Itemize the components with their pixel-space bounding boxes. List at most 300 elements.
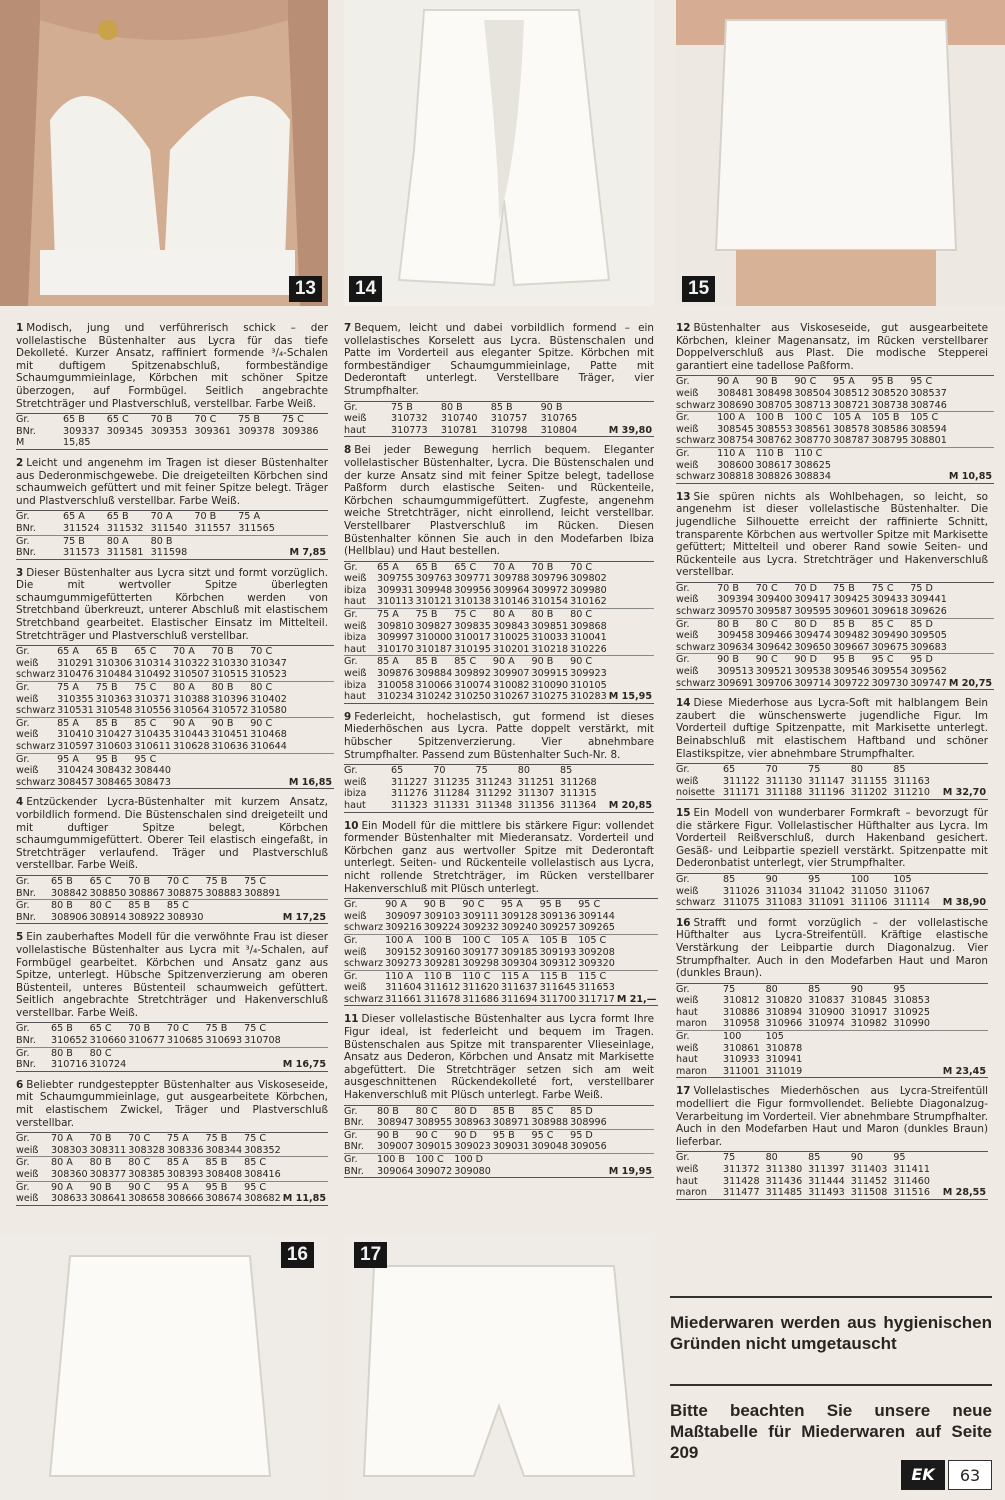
size-cell: 80 D — [454, 1105, 477, 1117]
size-cell: 310531 — [57, 705, 94, 717]
size-cell — [808, 1054, 851, 1066]
size-cell — [282, 437, 326, 449]
size-cell: 308721 — [832, 399, 870, 411]
size-cell: 308883 — [205, 887, 243, 899]
size-cell — [893, 1043, 936, 1055]
size-cell: 308746 — [910, 399, 947, 411]
size-cell: 309956 — [454, 584, 491, 596]
size-cell: 80 — [765, 983, 778, 995]
size-cell: 311171 — [723, 787, 760, 799]
size-cell: 308504 — [794, 387, 831, 399]
size-cell: 308850 — [89, 887, 127, 899]
size-cell: 80 C — [756, 618, 795, 630]
size-cell: Gr. — [16, 1157, 51, 1169]
size-cell: 309185 — [500, 946, 538, 958]
size-cell: BNr. — [16, 522, 36, 534]
size-cell: 75 B — [238, 414, 260, 426]
size-row — [16, 741, 334, 753]
size-cell: 311661 — [385, 993, 422, 1005]
size-cell: 311106 — [850, 897, 888, 909]
size-cell: 85 A — [167, 1157, 206, 1169]
size-row — [676, 1176, 988, 1188]
size-cell — [949, 654, 994, 666]
size-cell: 105 — [766, 1031, 809, 1043]
size-cell: 70 B — [194, 511, 217, 523]
size-row — [16, 1193, 328, 1205]
size-cell: Gr. — [344, 1129, 377, 1141]
size-cell: 309361 — [194, 425, 231, 437]
size-cell: 311694 — [500, 993, 538, 1005]
size-cell: 310066 — [415, 679, 453, 691]
size-cell: 309601 — [832, 606, 870, 618]
size-cell: 310732 — [391, 413, 428, 425]
size-cell: BNr. — [344, 1165, 364, 1177]
size-cell: 311001 — [723, 1065, 760, 1077]
size-cell: 100 C — [462, 934, 501, 946]
size-cell — [284, 535, 328, 547]
size-cell: 311243 — [475, 776, 513, 788]
size-cell: 310773 — [391, 424, 428, 436]
size-cell: 311397 — [808, 1164, 845, 1175]
size-cell: 310628 — [172, 741, 210, 752]
size-cell: 310917 — [850, 1006, 888, 1018]
size-cell — [833, 447, 872, 459]
size-row — [676, 606, 994, 618]
size-cell: 85 C — [531, 1105, 554, 1117]
size-cell: 90 — [850, 983, 863, 995]
size-cell — [617, 947, 658, 959]
size-cell: 75 A — [57, 682, 96, 694]
size-cell: 311114 — [893, 897, 930, 909]
size-row — [16, 547, 328, 559]
size-cell: 311019 — [765, 1065, 803, 1077]
size-cell: schwarz — [16, 669, 56, 681]
size-cell: 75 D — [910, 582, 933, 594]
size-cell: 70 C — [128, 1133, 151, 1145]
size-cell — [872, 460, 911, 472]
size-cell: BNr. — [344, 1141, 364, 1153]
size-cell: 310468 — [250, 729, 287, 741]
size-cell: weiß — [344, 982, 367, 994]
item-price: M 10,85 — [948, 471, 993, 483]
item-number: 8 — [344, 444, 352, 457]
size-cell: 311356 — [517, 799, 555, 811]
size-cell: 308818 — [717, 471, 754, 483]
size-row — [16, 912, 328, 924]
size-cell: 308481 — [717, 387, 754, 399]
size-cell: schwarz — [344, 922, 384, 934]
size-cell: weiß — [16, 729, 39, 741]
size-cell: 311612 — [423, 982, 461, 994]
size-cell: 309103 — [423, 910, 461, 922]
size-cell: Gr. — [676, 764, 690, 776]
item-description — [16, 457, 328, 507]
size-row — [344, 1105, 654, 1117]
size-cell: 70 A — [150, 511, 173, 523]
size-cell: 75 C — [281, 414, 304, 426]
size-cell: 75 B — [391, 401, 413, 413]
size-cell: 309980 — [570, 584, 607, 596]
size-table — [16, 875, 328, 924]
size-cell: 310138 — [454, 596, 491, 608]
size-cell: schwarz — [344, 993, 384, 1005]
item-description — [344, 1013, 654, 1101]
size-cell: weiß — [676, 666, 699, 678]
size-cell: 309193 — [539, 946, 577, 958]
size-cell: 309378 — [238, 425, 275, 437]
size-cell: 309224 — [423, 922, 461, 934]
size-cell: 80 B — [90, 1157, 129, 1169]
size-cell: haut — [676, 1006, 698, 1018]
size-cell: 90 B — [755, 376, 778, 388]
size-cell: 80 C — [90, 900, 129, 912]
size-cell: 90 B — [532, 656, 571, 668]
size-cell: 309730 — [871, 677, 909, 689]
size-cell — [609, 1129, 654, 1141]
item-price: M 32,70 — [942, 787, 986, 799]
size-cell: 85 C — [244, 1157, 283, 1169]
size-cell: 310113 — [377, 596, 414, 608]
size-row — [676, 666, 994, 678]
size-cell: 310074 — [454, 679, 491, 691]
size-cell: 309868 — [570, 620, 607, 632]
size-cell: 311700 — [539, 993, 577, 1005]
size-cell: 310105 — [570, 679, 607, 691]
size-cell — [244, 912, 283, 924]
item-description — [16, 796, 328, 872]
size-cell: 308553 — [755, 423, 793, 435]
size-cell — [289, 694, 334, 706]
size-cell — [893, 1031, 936, 1043]
size-cell — [609, 644, 654, 656]
size-cell: 308416 — [244, 1169, 281, 1180]
size-row — [676, 376, 994, 388]
size-cell: Gr. — [16, 535, 63, 547]
size-cell: 85 B — [416, 656, 455, 668]
size-cell: 95 B — [871, 376, 894, 388]
size-cell: 308891 — [244, 887, 281, 899]
size-cell — [609, 1105, 654, 1117]
size-cell: 310314 — [134, 657, 171, 669]
catalog-item — [676, 697, 988, 800]
size-cell — [617, 899, 658, 911]
size-cell: 65 B — [95, 646, 118, 658]
size-cell: 309298 — [462, 958, 499, 970]
size-cell: 308432 — [95, 765, 133, 777]
size-cell: 311604 — [385, 982, 422, 994]
size-cell: 105 B — [540, 934, 579, 946]
size-cell: 65 A — [377, 561, 399, 573]
size-cell — [289, 717, 334, 729]
size-cell: Gr. — [676, 447, 717, 459]
size-cell: 75 B — [96, 682, 135, 694]
item-price — [326, 437, 328, 449]
size-cell: 309056 — [570, 1141, 607, 1153]
size-cell: schwarz — [676, 471, 716, 483]
size-cell: 310974 — [808, 1018, 845, 1030]
size-cell: 90 — [850, 1152, 863, 1164]
size-cell: 90 C — [756, 654, 795, 666]
catalog-item — [16, 796, 328, 924]
size-cell: 85 B — [490, 401, 513, 413]
size-cell: Gr. — [676, 412, 717, 424]
size-cell — [938, 1176, 988, 1188]
size-cell: 75 B — [63, 535, 107, 547]
size-cell — [596, 401, 654, 413]
size-cell — [609, 1117, 654, 1129]
size-row — [16, 765, 334, 777]
size-cell: 311323 — [391, 799, 428, 811]
size-row — [676, 400, 994, 412]
size-cell: 309788 — [492, 573, 530, 585]
photo-number-17: 17 — [354, 1242, 387, 1268]
size-cell: 309675 — [871, 641, 909, 653]
size-row — [16, 1059, 328, 1071]
size-cell — [910, 460, 949, 472]
size-cell — [206, 912, 245, 924]
size-row — [344, 994, 658, 1006]
size-cell: 310652 — [51, 1035, 88, 1047]
size-cell: 80 C — [128, 1157, 167, 1169]
size-cell: 310886 — [723, 1006, 760, 1018]
size-cell — [570, 1166, 609, 1178]
size-cell — [609, 680, 654, 692]
size-cell: 310371 — [134, 693, 171, 705]
size-cell: 311348 — [475, 799, 513, 811]
size-cell: 65 C — [134, 646, 157, 658]
size-cell: 309177 — [462, 946, 499, 958]
size-cell — [938, 764, 988, 776]
item-number: 14 — [676, 697, 691, 710]
size-row — [16, 1169, 328, 1181]
size-cell — [238, 437, 282, 449]
size-cell: 309072 — [415, 1165, 453, 1177]
size-cell: 95 D — [910, 654, 949, 666]
size-table — [676, 1151, 988, 1199]
size-cell: 80 B — [51, 900, 90, 912]
size-cell: 311573 — [63, 547, 100, 559]
size-row — [16, 1145, 328, 1157]
size-cell: 310556 — [134, 705, 171, 717]
size-cell: 310058 — [377, 679, 414, 691]
size-cell — [206, 1047, 245, 1059]
item-text: Bequem, leicht und dabei vorbildlich formend – ein vollelastisches Korselett aus Lycra. Büstenschalen und Patte im Vorderteil aus eleganter Spitze. Körbchen mit formbeständiger Schaumgummieinlage, Patte mit Dederontaft unterlegt. Verstellbare Träger, vier Strumpfhalter. — [344, 322, 654, 397]
size-cell: Gr. — [344, 934, 385, 946]
size-cell — [949, 642, 994, 654]
item-description — [344, 444, 654, 557]
size-cell: haut — [344, 691, 366, 703]
size-cell — [283, 1035, 328, 1047]
size-cell: Gr. — [16, 646, 30, 658]
size-row — [344, 632, 654, 644]
size-cell: 310443 — [172, 729, 210, 741]
size-cell: 310933 — [723, 1054, 760, 1066]
page-number: 63 — [948, 1460, 992, 1490]
size-cell: weiß — [676, 775, 699, 787]
size-cell: 70 B — [211, 646, 234, 658]
size-cell: 308955 — [415, 1117, 453, 1129]
size-cell — [151, 437, 195, 449]
size-cell: 311372 — [723, 1164, 760, 1175]
size-cell: 65 A — [57, 646, 79, 658]
size-cell: 90 B — [423, 899, 446, 911]
size-cell: 309458 — [717, 630, 754, 642]
size-cell: weiß — [676, 630, 699, 642]
photo-number-14: 14 — [349, 276, 382, 302]
size-cell: Gr. — [16, 717, 57, 729]
size-cell: 309810 — [377, 620, 414, 632]
size-cell: 309587 — [755, 606, 793, 618]
size-cell: 105 A — [501, 934, 540, 946]
size-cell: 311581 — [106, 547, 144, 559]
item-text: Leicht und angenehm im Tragen ist dieser Büstenhalter aus Dederonmischgewebe. Die dreigeteilten Körbchen sind schaumweich gefüttert und mit feiner Spitze belegt. Träger und Plastverschluß verstellbar. Farbe Weiß. — [16, 456, 328, 507]
size-cell: 308586 — [871, 423, 909, 435]
size-cell: 95 B — [539, 899, 562, 911]
size-cell: 309876 — [377, 668, 414, 680]
size-cell: 310611 — [134, 741, 171, 752]
size-cell: 115 C — [578, 970, 617, 982]
item-price: M 28,55 — [942, 1187, 986, 1199]
size-cell: 310291 — [57, 657, 94, 669]
item-price: M 7,85 — [289, 547, 326, 559]
size-cell: 309128 — [500, 910, 538, 922]
size-cell — [244, 1047, 283, 1059]
size-cell — [289, 729, 334, 741]
size-row — [16, 694, 334, 706]
size-cell: 310041 — [570, 632, 607, 644]
size-cell — [609, 656, 654, 668]
size-cell: 309345 — [106, 425, 144, 437]
size-row — [676, 1164, 988, 1176]
size-cell: 309634 — [717, 641, 754, 653]
size-cell: 75 — [475, 765, 488, 777]
size-cell: 100 D — [454, 1154, 493, 1166]
size-cell: 311307 — [517, 788, 555, 800]
size-cell — [851, 1031, 894, 1043]
size-cell: 310451 — [211, 729, 249, 741]
size-cell: 95 A — [57, 753, 96, 765]
item-price: M 21,— — [616, 993, 657, 1005]
size-cell: 70 C — [250, 646, 273, 658]
size-cell: 308465 — [95, 776, 133, 788]
size-cell: 308440 — [134, 765, 171, 777]
size-cell: 308801 — [910, 435, 947, 447]
size-cell — [910, 447, 949, 459]
size-row — [344, 958, 658, 970]
size-cell: 310226 — [570, 643, 607, 655]
item-text: Büstenhalter aus Viskoseseide, gut ausgearbeitete Körbchen, kleiner Magenansatz, im Rücken verstellbarer Doppelverschluß aus Plast. Die modische Stepperei garantiert eine tadellose Paßform. — [676, 322, 988, 372]
size-cell: 95 B — [833, 654, 872, 666]
size-cell: 309931 — [377, 584, 414, 596]
size-row — [676, 764, 988, 776]
size-cell: 85 — [808, 1152, 821, 1164]
size-cell — [833, 460, 872, 472]
size-cell: BNr. — [16, 547, 36, 559]
size-cell: Gr. — [16, 1047, 51, 1059]
size-cell: 308328 — [128, 1144, 165, 1156]
size-cell: 90 A — [385, 899, 407, 911]
size-cell: 80 A — [51, 1157, 90, 1169]
size-cell — [289, 765, 334, 777]
size-row — [16, 888, 328, 900]
size-cell — [949, 630, 994, 642]
size-cell: 309667 — [832, 641, 870, 653]
size-cell: weiß — [16, 693, 39, 705]
size-cell: weiß — [344, 910, 367, 922]
size-cell: 310597 — [57, 741, 94, 752]
size-cell: 75 B — [205, 1023, 228, 1035]
size-cell — [808, 1066, 851, 1078]
size-cell: 309948 — [415, 584, 453, 596]
size-cell: Gr. — [16, 1023, 30, 1035]
size-cell: 308682 — [244, 1193, 281, 1205]
size-row — [16, 646, 334, 658]
size-row — [16, 753, 334, 765]
item-number: 4 — [16, 796, 24, 809]
size-cell: Gr. — [16, 682, 57, 694]
size-cell: 309562 — [910, 666, 947, 678]
size-cell: 310090 — [531, 679, 569, 691]
item-text: Dieser Büstenhalter aus Lycra sitzt und formt vorzüglich. Die mit wertvoller Spitze überlegten schaumgummigefütterten Körbchen werden von Stretchband überkreuzt, unterer Abschluß mit elastischem Stretchband gearbeitet. Elastischer Einsatz im Mittelteil. Stretchträger und Plastverschluß verstellbar. — [16, 566, 328, 642]
size-row — [16, 658, 334, 670]
product-photo-14 — [344, 0, 654, 306]
size-cell: Gr. — [676, 654, 717, 666]
item-price: M 16,85 — [288, 776, 333, 788]
size-cell: 309706 — [755, 677, 793, 689]
size-cell: schwarz — [676, 897, 716, 909]
size-row — [676, 435, 994, 447]
size-cell: 105 — [893, 873, 912, 885]
item-number: 12 — [676, 322, 691, 334]
size-row — [676, 388, 994, 400]
size-cell: 309835 — [454, 620, 491, 632]
size-cell: 310685 — [166, 1035, 204, 1047]
size-cell: 309320 — [578, 958, 615, 970]
size-cell — [938, 983, 988, 995]
size-cell: 85 A — [377, 656, 416, 668]
size-cell: 309064 — [377, 1165, 414, 1177]
size-cell — [107, 437, 151, 449]
item-number: 11 — [344, 1013, 359, 1026]
size-cell: 309023 — [454, 1141, 491, 1153]
size-cell — [609, 1141, 654, 1153]
size-cell: 95 C — [910, 376, 933, 388]
size-row — [344, 1117, 654, 1129]
size-cell: 308988 — [531, 1117, 569, 1129]
size-cell: 310025 — [492, 632, 530, 644]
size-cell: haut — [344, 643, 366, 655]
size-cell: 311163 — [893, 775, 930, 787]
item-text: Ein Modell für die mittlere bis stärkere Figur: vollendet formender Büstenhalter mit Miederansatz. Vorderteil und Körbchen ganz aus wertvoller Spitze mit Dederontaft unterlegt. Seiten- und Rückenteile vollelastisch aus Lycra, nicht rollende Stretchträger, im Rücken verstellbarer Hakenverschluß mit Plüsch unterlegt. — [344, 819, 654, 895]
size-row — [16, 1023, 328, 1035]
size-cell: 311364 — [560, 799, 597, 811]
size-cell: 75 B — [832, 582, 855, 594]
size-cell: 308867 — [128, 887, 165, 899]
size-cell: 311565 — [238, 522, 275, 534]
size-cell: maron — [676, 1065, 707, 1077]
item-description — [16, 322, 328, 410]
size-cell: 309513 — [717, 666, 754, 678]
size-cell: 100 B — [424, 934, 463, 946]
size-row — [676, 424, 994, 436]
size-cell: 310798 — [490, 424, 528, 436]
size-cell: 309337 — [63, 425, 100, 437]
size-cell: 310330 — [211, 657, 249, 669]
size-cell: 309546 — [832, 666, 870, 678]
size-cell — [609, 632, 654, 644]
size-cell — [289, 753, 334, 765]
size-row — [16, 1047, 328, 1059]
